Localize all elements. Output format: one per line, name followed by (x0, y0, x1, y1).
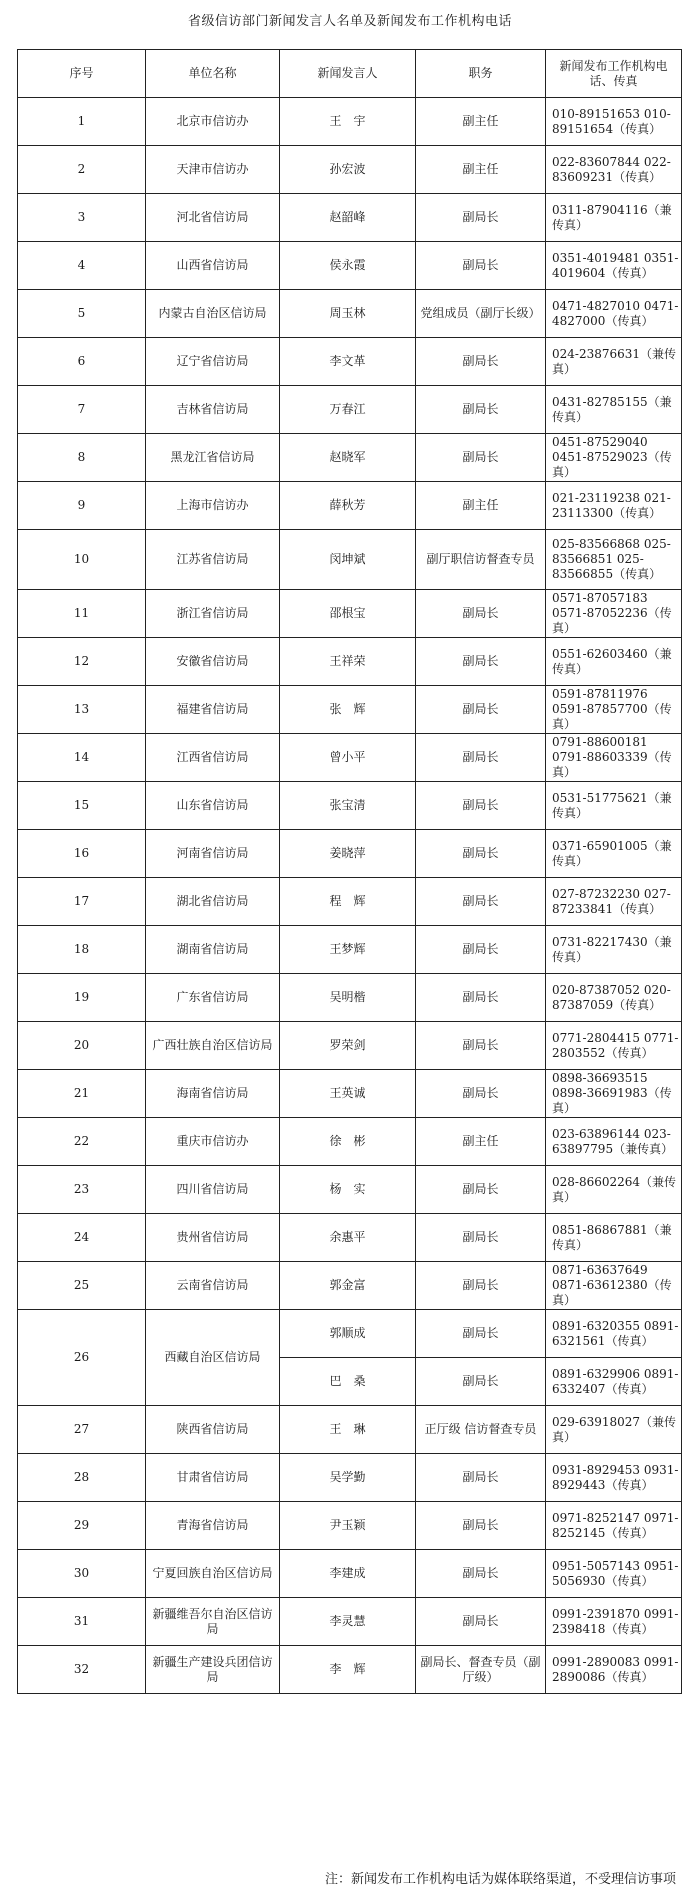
row-unit-name: 辽宁省信访局 (146, 338, 280, 386)
row-phone: 0951-5057143 0951-5056930（传真） (546, 1550, 682, 1598)
table-row (18, 1262, 682, 1310)
row-unit-name: 河南省信访局 (146, 830, 280, 878)
row-phone: 0891-6320355 0891-6321561（传真） (546, 1310, 682, 1358)
row-phone: 0471-4827010 0471-4827000（传真） (546, 290, 682, 338)
row-phone: 023-63896144 023-63897795（兼传真） (546, 1118, 682, 1166)
row-unit-name: 黑龙江省信访局 (146, 434, 280, 482)
row-spokesperson: 王梦辉 (280, 926, 416, 974)
table-row (18, 530, 682, 590)
row-title: 副局长 (416, 830, 546, 878)
row-title: 副局长 (416, 1502, 546, 1550)
table-row (18, 194, 682, 242)
row-title: 副局长 (416, 1454, 546, 1502)
table-row (18, 434, 682, 482)
row-unit-name: 宁夏回族自治区信访局 (146, 1550, 280, 1598)
row-spokesperson: 吴明楷 (280, 974, 416, 1022)
table-row (18, 590, 682, 638)
row-phone: 0451-87529040 0451-87529023（传真） (546, 434, 682, 482)
row-number: 32 (18, 1646, 146, 1694)
row-unit-name: 江西省信访局 (146, 734, 280, 782)
page-title: 省级信访部门新闻发言人名单及新闻发布工作机构电话 (187, 14, 512, 29)
row-spokesperson: 王英诚 (280, 1070, 416, 1118)
row-number: 27 (18, 1406, 146, 1454)
row-title: 副局长 (416, 1262, 546, 1310)
row-unit-name: 山东省信访局 (146, 782, 280, 830)
row-number: 5 (18, 290, 146, 338)
row-phone: 0898-36693515 0898-36691983（传真） (546, 1070, 682, 1118)
row-phone: 0371-65901005（兼传真） (546, 830, 682, 878)
row-spokesperson: 尹玉颖 (280, 1502, 416, 1550)
row-number: 30 (18, 1550, 146, 1598)
row-title: 副局长 (416, 1070, 546, 1118)
row-phone: 022-83607844 022-83609231（传真） (546, 146, 682, 194)
row-spokesperson: 王祥荣 (280, 638, 416, 686)
row-title: 副局长 (416, 242, 546, 290)
row-phone: 0991-2890083 0991-2890086（传真） (546, 1646, 682, 1694)
row-number: 22 (18, 1118, 146, 1166)
row-unit-name: 陕西省信访局 (146, 1406, 280, 1454)
row-number: 25 (18, 1262, 146, 1310)
table-row (18, 734, 682, 782)
row-spokesperson: 徐 彬 (280, 1118, 416, 1166)
row-unit-name: 安徽省信访局 (146, 638, 280, 686)
row-title: 党组成员（副厅长级） (416, 290, 546, 338)
header-no: 序号 (18, 50, 146, 98)
row-unit-name: 山西省信访局 (146, 242, 280, 290)
table-row (18, 386, 682, 434)
row-unit-name: 重庆市信访办 (146, 1118, 280, 1166)
row-spokesperson: 李 辉 (280, 1646, 416, 1694)
table-row (18, 1598, 682, 1646)
row-spokesperson: 李灵慧 (280, 1598, 416, 1646)
row-phone: 0531-51775621（兼传真） (546, 782, 682, 830)
row-spokesperson: 巴 桑 (280, 1358, 416, 1406)
row-title: 副局长 (416, 590, 546, 638)
row-title: 副局长 (416, 782, 546, 830)
table-row (18, 1166, 682, 1214)
row-title: 副局长、督查专员（副厅级） (416, 1646, 546, 1694)
row-title: 副局长 (416, 386, 546, 434)
row-number: 17 (18, 878, 146, 926)
row-spokesperson: 李建成 (280, 1550, 416, 1598)
row-title: 副局长 (416, 338, 546, 386)
table-row (18, 830, 682, 878)
row-title: 副局长 (416, 1550, 546, 1598)
row-spokesperson: 郭金富 (280, 1262, 416, 1310)
row-title: 副局长 (416, 926, 546, 974)
row-number: 19 (18, 974, 146, 1022)
table-row (18, 290, 682, 338)
row-number: 1 (18, 98, 146, 146)
row-phone: 0931-8929453 0931-8929443（传真） (546, 1454, 682, 1502)
row-spokesperson: 赵晓军 (280, 434, 416, 482)
row-unit-name: 吉林省信访局 (146, 386, 280, 434)
row-unit-name: 青海省信访局 (146, 1502, 280, 1550)
row-number: 26 (18, 1310, 146, 1406)
row-unit-name: 西藏自治区信访局 (146, 1310, 280, 1406)
spokesperson-table (17, 49, 682, 1694)
row-unit-name: 新疆维吾尔自治区信访局 (146, 1598, 280, 1646)
row-spokesperson: 薛秋芳 (280, 482, 416, 530)
row-spokesperson: 李文革 (280, 338, 416, 386)
row-unit-name: 河北省信访局 (146, 194, 280, 242)
row-title: 正厅级 信访督查专员 (416, 1406, 546, 1454)
row-number: 11 (18, 590, 146, 638)
row-phone: 0891-6329906 0891-6332407（传真） (546, 1358, 682, 1406)
header-spokesperson: 新闻发言人 (280, 50, 416, 98)
row-spokesperson: 张宝清 (280, 782, 416, 830)
row-phone: 010-89151653 010-89151654（传真） (546, 98, 682, 146)
row-title: 副局长 (416, 1310, 546, 1358)
header-unit: 单位名称 (146, 50, 280, 98)
row-number: 18 (18, 926, 146, 974)
table-row (18, 338, 682, 386)
row-unit-name: 甘肃省信访局 (146, 1454, 280, 1502)
row-number: 31 (18, 1598, 146, 1646)
row-number: 7 (18, 386, 146, 434)
row-number: 4 (18, 242, 146, 290)
table-row (18, 146, 682, 194)
row-unit-name: 海南省信访局 (146, 1070, 280, 1118)
row-spokesperson: 杨 实 (280, 1166, 416, 1214)
row-unit-name: 广东省信访局 (146, 974, 280, 1022)
table-header-row (18, 50, 682, 98)
row-phone: 024-23876631（兼传真） (546, 338, 682, 386)
row-phone: 0591-87811976 0591-87857700（传真） (546, 686, 682, 734)
row-spokesperson: 吴学勤 (280, 1454, 416, 1502)
row-phone: 029-63918027（兼传真） (546, 1406, 682, 1454)
table-row (18, 1214, 682, 1262)
header-phone: 新闻发布工作机构电话、传真 (546, 50, 682, 98)
row-title: 副局长 (416, 1166, 546, 1214)
row-number: 2 (18, 146, 146, 194)
row-title: 副厅职信访督查专员 (416, 530, 546, 590)
row-phone: 0851-86867881（兼传真） (546, 1214, 682, 1262)
table-row (18, 1646, 682, 1694)
row-number: 13 (18, 686, 146, 734)
table-row (18, 1406, 682, 1454)
row-unit-name: 云南省信访局 (146, 1262, 280, 1310)
table-row (18, 926, 682, 974)
row-phone: 020-87387052 020-87387059（传真） (546, 974, 682, 1022)
table-row (18, 1454, 682, 1502)
row-phone: 0991-2391870 0991-2398418（传真） (546, 1598, 682, 1646)
row-title: 副主任 (416, 482, 546, 530)
row-unit-name: 福建省信访局 (146, 686, 280, 734)
row-unit-name: 贵州省信访局 (146, 1214, 280, 1262)
row-number: 29 (18, 1502, 146, 1550)
row-spokesperson: 王 琳 (280, 1406, 416, 1454)
row-spokesperson: 余惠平 (280, 1214, 416, 1262)
table-row (18, 782, 682, 830)
row-number: 9 (18, 482, 146, 530)
row-unit-name: 四川省信访局 (146, 1166, 280, 1214)
row-unit-name: 天津市信访办 (146, 146, 280, 194)
row-number: 10 (18, 530, 146, 590)
row-unit-name: 上海市信访办 (146, 482, 280, 530)
row-title: 副局长 (416, 1022, 546, 1070)
row-title: 副局长 (416, 638, 546, 686)
row-title: 副局长 (416, 1358, 546, 1406)
table-row (18, 1070, 682, 1118)
table-row (18, 638, 682, 686)
row-title: 副局长 (416, 1598, 546, 1646)
row-number: 6 (18, 338, 146, 386)
row-spokesperson: 姜晓萍 (280, 830, 416, 878)
row-title: 副主任 (416, 146, 546, 194)
row-phone: 0871-63637649 0871-63612380（传真） (546, 1262, 682, 1310)
row-number: 12 (18, 638, 146, 686)
table-row (18, 974, 682, 1022)
row-phone: 0731-82217430（兼传真） (546, 926, 682, 974)
row-spokesperson: 闵坤斌 (280, 530, 416, 590)
table-row (18, 482, 682, 530)
table-row (18, 1022, 682, 1070)
row-number: 21 (18, 1070, 146, 1118)
row-spokesperson: 曾小平 (280, 734, 416, 782)
row-spokesperson: 万春江 (280, 386, 416, 434)
row-phone: 025-83566868 025-83566851 025-83566855（传真） (546, 530, 682, 590)
table-row (18, 1502, 682, 1550)
row-unit-name: 浙江省信访局 (146, 590, 280, 638)
row-phone: 0571-87057183 0571-87052236（传真） (546, 590, 682, 638)
footnote: 注：新闻发布工作机构电话为媒体联络渠道，不受理信访事项 (324, 1872, 676, 1887)
row-phone: 0311-87904116（兼传真） (546, 194, 682, 242)
row-number: 16 (18, 830, 146, 878)
row-spokesperson: 罗荣剑 (280, 1022, 416, 1070)
table-row (18, 878, 682, 926)
row-spokesperson: 侯永霞 (280, 242, 416, 290)
row-phone: 0971-8252147 0971-8252145（传真） (546, 1502, 682, 1550)
row-spokesperson: 张 辉 (280, 686, 416, 734)
table-row (18, 1310, 682, 1358)
row-phone: 0551-62603460（兼传真） (546, 638, 682, 686)
row-spokesperson: 郭顺成 (280, 1310, 416, 1358)
row-unit-name: 湖北省信访局 (146, 878, 280, 926)
row-phone: 0351-4019481 0351-4019604（传真） (546, 242, 682, 290)
row-spokesperson: 赵韶峰 (280, 194, 416, 242)
row-spokesperson: 邵根宝 (280, 590, 416, 638)
table-row (18, 686, 682, 734)
row-title: 副局长 (416, 878, 546, 926)
row-number: 28 (18, 1454, 146, 1502)
row-title: 副局长 (416, 194, 546, 242)
row-phone: 027-87232230 027-87233841（传真） (546, 878, 682, 926)
table-row (18, 242, 682, 290)
row-number: 24 (18, 1214, 146, 1262)
row-unit-name: 北京市信访办 (146, 98, 280, 146)
table-row (18, 1118, 682, 1166)
row-title: 副局长 (416, 1214, 546, 1262)
row-title: 副局长 (416, 686, 546, 734)
row-number: 3 (18, 194, 146, 242)
row-spokesperson: 王 宇 (280, 98, 416, 146)
row-phone: 028-86602264（兼传真） (546, 1166, 682, 1214)
row-spokesperson: 程 辉 (280, 878, 416, 926)
row-spokesperson: 孙宏波 (280, 146, 416, 194)
row-number: 14 (18, 734, 146, 782)
row-number: 15 (18, 782, 146, 830)
table-row (18, 1550, 682, 1598)
header-title: 职务 (416, 50, 546, 98)
row-title: 副局长 (416, 974, 546, 1022)
row-unit-name: 内蒙古自治区信访局 (146, 290, 280, 338)
row-number: 20 (18, 1022, 146, 1070)
row-title: 副主任 (416, 1118, 546, 1166)
row-unit-name: 广西壮族自治区信访局 (146, 1022, 280, 1070)
row-spokesperson: 周玉林 (280, 290, 416, 338)
row-title: 副主任 (416, 98, 546, 146)
row-unit-name: 江苏省信访局 (146, 530, 280, 590)
row-title: 副局长 (416, 734, 546, 782)
table-row (18, 98, 682, 146)
row-phone: 0431-82785155（兼传真） (546, 386, 682, 434)
row-title: 副局长 (416, 434, 546, 482)
row-number: 23 (18, 1166, 146, 1214)
row-unit-name: 新疆生产建设兵团信访局 (146, 1646, 280, 1694)
row-phone: 0791-88600181 0791-88603339（传真） (546, 734, 682, 782)
row-phone: 021-23119238 021-23113300（传真） (546, 482, 682, 530)
row-number: 8 (18, 434, 146, 482)
row-unit-name: 湖南省信访局 (146, 926, 280, 974)
row-phone: 0771-2804415 0771-2803552（传真） (546, 1022, 682, 1070)
